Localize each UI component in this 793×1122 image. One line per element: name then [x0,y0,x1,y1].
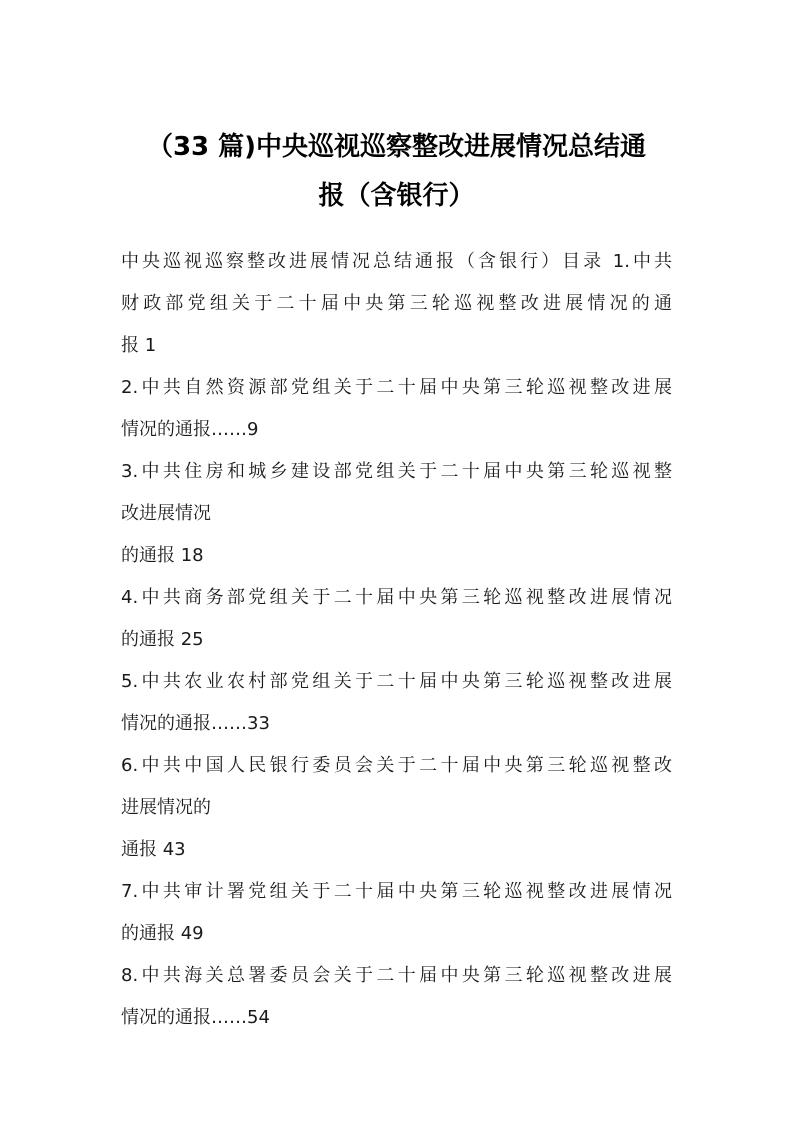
document-title-line-2: 报（含银行） [318,181,475,211]
toc-line: 改进展情况 [121,503,211,524]
toc-line: 情况的通报……54 [121,1007,270,1028]
toc-line: 中央巡视巡察整改进展情况总结通报（含银行）目录 1.中共 [121,251,672,272]
toc-line: 情况的通报……33 [121,713,270,734]
toc-line: 3.中共住房和城乡建设部党组关于二十届中央第三轮巡视整 [121,461,672,482]
document-title-line-1: （33 篇)中央巡视巡察整改进展情况总结通 [146,132,647,162]
toc-line: 财政部党组关于二十届中央第三轮巡视整改进展情况的通 [121,293,672,314]
toc-line: 5.中共农业农村部党组关于二十届中央第三轮巡视整改进展 [121,671,672,692]
toc-line: 的通报 18 [121,545,204,566]
toc-line: 进展情况的 [121,797,211,818]
toc-line: 2.中共自然资源部党组关于二十届中央第三轮巡视整改进展 [121,377,672,398]
toc-line: 报 1 [121,335,157,356]
toc-line: 的通报 49 [121,923,204,944]
toc-line: 通报 43 [121,839,186,860]
toc-line: 7.中共审计署党组关于二十届中央第三轮巡视整改进展情况 [121,881,672,902]
toc-line: 8.中共海关总署委员会关于二十届中央第三轮巡视整改进展 [121,965,672,986]
toc-line: 4.中共商务部党组关于二十届中央第三轮巡视整改进展情况 [121,587,672,608]
toc-line: 6.中共中国人民银行委员会关于二十届中央第三轮巡视整改 [121,755,672,776]
toc-line: 情况的通报……9 [121,419,259,440]
toc-line: 的通报 25 [121,629,204,650]
